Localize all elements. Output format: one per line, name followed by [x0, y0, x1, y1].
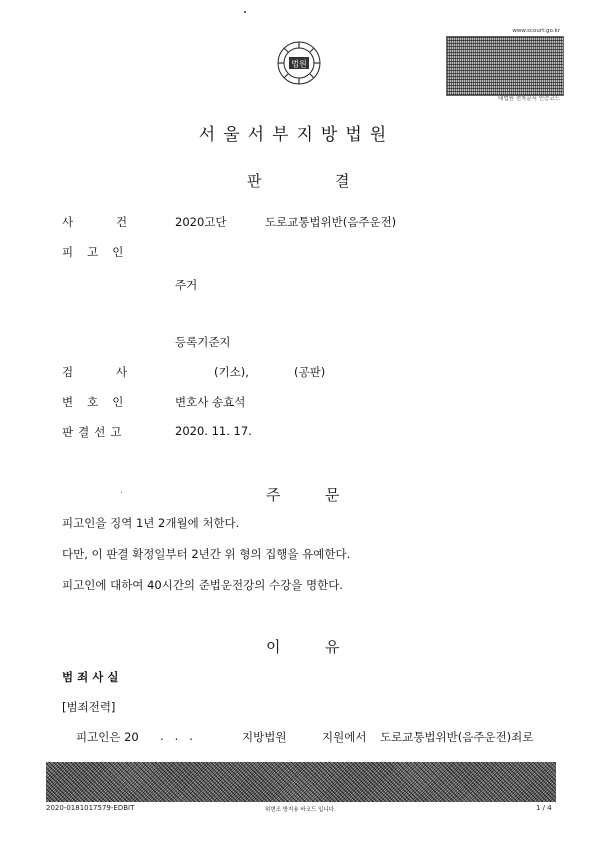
anti-forgery-barcode [46, 762, 556, 802]
prosecutor-label-1: 검 [62, 365, 74, 379]
case-number: 2020고단 [175, 215, 227, 229]
verdict-date-label: 판결선고 [62, 425, 127, 439]
verdict-date: 2020. 11. 17. [175, 424, 252, 438]
first-line-court: 지방법원 [242, 730, 287, 744]
first-line-branch: 지원에서 [322, 730, 367, 744]
registered-label: 등록기준지 [175, 335, 231, 349]
order-heading-1: 주 [266, 486, 281, 504]
reasons-heading-1: 이 [266, 638, 281, 656]
prosecutor-label-2: 사 [116, 365, 128, 379]
authentication-code [446, 28, 562, 102]
sub-title: [범죄전력] [62, 700, 116, 714]
first-line-dots: . . . [160, 729, 193, 743]
first-line-charge: 도로교통법위반(음주운전)죄로 [380, 730, 534, 744]
order-line-1: 피고인을 징역 1년 2개월에 처한다. [62, 516, 240, 530]
court-name: 서울서부지방법원 [198, 125, 395, 145]
doc-type-2: 결 [335, 172, 350, 190]
case-name: 도로교통법위반(음주운전) [265, 215, 397, 229]
barcode-notice: 위변조 방지용 바코드 입니다. [265, 807, 336, 813]
order-line-3: 피고인에 대하여 40시간의 준법운전강의 수강을 명한다. [62, 578, 343, 592]
scan-speck [121, 492, 122, 493]
section-title: 범죄사실 [62, 670, 123, 684]
defendant-label: 피고인 [62, 245, 138, 259]
case-label-1: 사 [62, 215, 74, 229]
order-line-2: 다만, 이 판결 확정일부터 2년간 위 형의 집행을 유예한다. [62, 547, 351, 561]
prosecutor-trial: (공판) [294, 365, 326, 379]
qr-url: www.scourt.go.kr [512, 28, 560, 34]
first-line-start: 피고인은 20 [76, 730, 139, 744]
reasons-heading-2: 유 [325, 638, 340, 656]
prosecutor-indictment: (기소), [214, 365, 249, 379]
qr-caption: 대법원 전자문서 인증코드 [498, 96, 560, 102]
case-label-2: 건 [116, 215, 128, 229]
defense-counsel: 변호사 송효석 [175, 395, 246, 409]
defense-label: 변호인 [62, 395, 138, 409]
scan-speck [244, 11, 246, 13]
doc-id: 2020-0181017579-EDBIT [46, 804, 135, 812]
qr-pattern [446, 36, 564, 96]
page-number: 1 / 4 [536, 804, 552, 812]
emblem-text: 법원 [291, 59, 307, 69]
order-heading-2: 문 [325, 486, 340, 504]
court-emblem [276, 40, 322, 86]
address-label: 주거 [175, 278, 198, 292]
doc-type-1: 판 [247, 172, 262, 190]
